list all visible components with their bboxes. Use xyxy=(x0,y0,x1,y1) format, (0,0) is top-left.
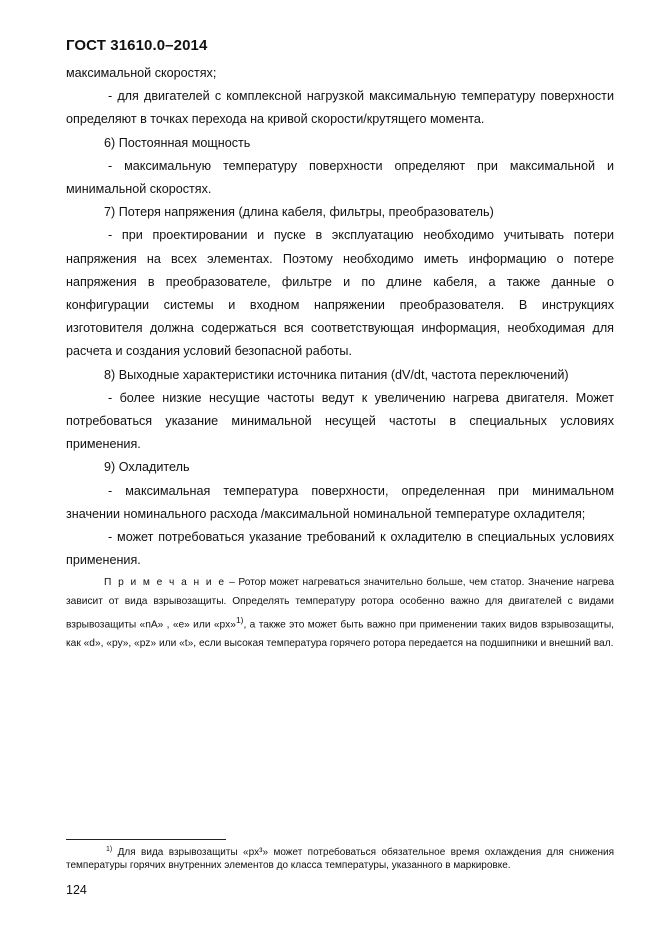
paragraph: - может потребоваться указание требований к охладителю в специальных условиях применения. xyxy=(66,530,614,568)
note-text-1: – Ротор может нагреваться значительно больше, чем статор. Значение нагрева зависит от вида взрывозащиты. Определять температуру ротора особенно важно для двигателей с видами взрывозащиты «nA» , «e» или «px» xyxy=(66,577,614,631)
note-text-2: , а также это может быть важно при применении таких видов взрывозащиты, как «d», «py», «pz» или «t», если высокая температура горячего ротора передается на подшипники и внешний вал. xyxy=(66,619,614,650)
paragraph: - при проектировании и пуске в эксплуатацию необходимо учитывать потери напряжения на всех элементах. Поэтому необходимо иметь информацию о потере напряжения в преобразователе, фильтре и по длине кабеля, а также данные о конфигурации системы и входном напряжении преобразователя. В инструкциях изготовителя должна содержаться вся соответствующая информация, необходимая для расчета и создания условий безопасной работы. xyxy=(66,228,614,359)
paragraph: - максимальную температуру поверхности определяют при максимальной и минимальной скоростях. xyxy=(66,158,614,197)
section-heading: 7) Потеря напряжения (длина кабеля, фильтры, преобразователь) xyxy=(104,205,494,220)
footnote-divider xyxy=(66,839,226,840)
paragraph: - для двигателей с комплексной нагрузкой максимальную температуру поверхности определяют в точках перехода на кривой скорости/крутящего момента. xyxy=(66,89,614,127)
section-heading: 9) Охладитель xyxy=(104,460,190,475)
footnote-ref: 1) xyxy=(235,615,244,626)
footnote xyxy=(66,844,614,872)
body-text xyxy=(66,62,614,654)
footnote-marker: 1) xyxy=(106,846,113,853)
note xyxy=(66,574,614,653)
section-heading: 8) Выходные характеристики источника питания (dV/dt, частота переключений) xyxy=(104,367,569,382)
page-number: 124 xyxy=(66,883,87,897)
note-label: П р и м е ч а н и е xyxy=(104,577,226,589)
paragraph: максимальной скоростях; xyxy=(66,66,217,80)
paragraph: - максимальная температура поверхности, определенная при минимальном значении номинального расхода /максимальной номинальной температуре охладителя; xyxy=(66,483,614,521)
standard-header: ГОСТ 31610.0–2014 xyxy=(66,37,208,54)
paragraph: - более низкие несущие частоты ведут к увеличению нагрева двигателя. Может потребоваться указание минимальной несущей частоты в специальных условиях применения. xyxy=(66,390,614,452)
footnote-text: Для вида взрывозащиты «px³» может потребоваться обязательное время охлаждения для снижения температуры горячих внутренних элементов до класса температуры, указанного в маркировке. xyxy=(66,847,614,871)
section-heading: 6) Постоянная мощность xyxy=(104,135,251,150)
